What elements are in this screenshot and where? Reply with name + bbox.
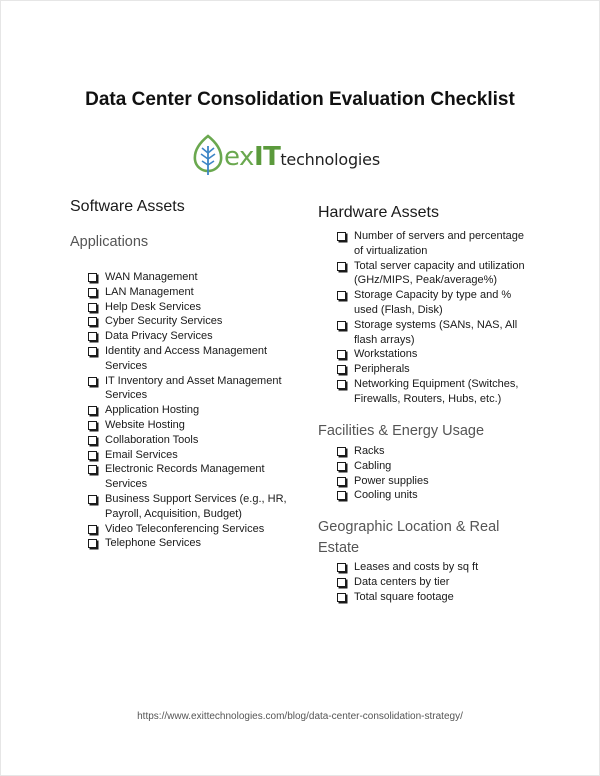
checklist-item[interactable]: IT Inventory and Asset Management Services: [87, 374, 287, 404]
checkbox-icon[interactable]: [337, 291, 346, 300]
checklist-item[interactable]: Data Privacy Services: [87, 329, 287, 344]
checklist-item[interactable]: Cooling units: [336, 488, 526, 503]
checkbox-icon[interactable]: [337, 350, 346, 359]
checkbox-icon[interactable]: [88, 332, 97, 341]
page-title: Data Center Consolidation Evaluation Checklist: [85, 89, 515, 110]
checklist-item[interactable]: LAN Management: [87, 285, 287, 300]
checklist-item[interactable]: Collaboration Tools: [87, 433, 287, 448]
checkbox-icon[interactable]: [88, 303, 97, 312]
checkbox-icon[interactable]: [88, 273, 97, 282]
checkbox-icon[interactable]: [88, 317, 97, 326]
hardware-checklist: [336, 229, 526, 407]
checklist-item[interactable]: Peripherals: [336, 362, 526, 377]
checkbox-icon[interactable]: [337, 578, 346, 587]
checkbox-icon[interactable]: [337, 262, 346, 271]
applications-checklist: [87, 270, 287, 551]
checkbox-icon[interactable]: [88, 465, 97, 474]
checkbox-icon[interactable]: [88, 495, 97, 504]
checklist-item[interactable]: Electronic Records Management Services: [87, 462, 287, 492]
checklist-item[interactable]: Workstations: [336, 347, 526, 362]
checklist-item[interactable]: Total server capacity and utilization (GHz/MIPS, Peak/average%): [336, 259, 526, 289]
checkbox-icon[interactable]: [88, 406, 97, 415]
checklist-item[interactable]: Cyber Security Services: [87, 314, 287, 329]
checkbox-icon[interactable]: [337, 491, 346, 500]
checkbox-icon[interactable]: [337, 232, 346, 241]
checkbox-icon[interactable]: [337, 365, 346, 374]
checkbox-icon[interactable]: [337, 477, 346, 486]
checklist-item[interactable]: Telephone Services: [87, 536, 287, 551]
company-logo: [193, 134, 383, 176]
checkbox-icon[interactable]: [337, 380, 346, 389]
geographic-checklist: [336, 560, 526, 604]
checklist-item[interactable]: Leases and costs by sq ft: [336, 560, 526, 575]
checklist-item[interactable]: Website Hosting: [87, 418, 287, 433]
geographic-heading: Geographic Location & Real Estate: [318, 519, 500, 556]
checklist-item[interactable]: Cabling: [336, 459, 526, 474]
checkbox-icon[interactable]: [88, 421, 97, 430]
checklist-item[interactable]: Storage Capacity by type and % used (Flash, Disk): [336, 288, 526, 318]
checklist-item[interactable]: Storage systems (SANs, NAS, All flash arrays): [336, 318, 526, 348]
checklist-item[interactable]: Total square footage: [336, 590, 526, 605]
checklist-item[interactable]: Racks: [336, 444, 526, 459]
checklist-item[interactable]: Identity and Access Management Services: [87, 344, 287, 374]
checkbox-icon[interactable]: [337, 563, 346, 572]
hardware-assets-heading: Hardware Assets: [318, 204, 439, 221]
checklist-item[interactable]: Business Support Services (e.g., HR, Payroll, Acquisition, Budget): [87, 492, 287, 522]
facilities-heading: Facilities & Energy Usage: [318, 423, 485, 439]
footer-url-link[interactable]: https://www.exittechnologies.com/blog/data-center-consolidation-strategy/: [137, 711, 463, 722]
checkbox-icon[interactable]: [337, 321, 346, 330]
checkbox-icon[interactable]: [337, 462, 346, 471]
checklist-item[interactable]: Email Services: [87, 448, 287, 463]
tree-leaf-icon: [193, 134, 223, 176]
checklist-item[interactable]: Video Teleconferencing Services: [87, 522, 287, 537]
checkbox-icon[interactable]: [88, 288, 97, 297]
checklist-item[interactable]: Power supplies: [336, 474, 526, 489]
checklist-item[interactable]: Application Hosting: [87, 403, 287, 418]
checkbox-icon[interactable]: [88, 377, 97, 386]
checklist-item[interactable]: Networking Equipment (Switches, Firewalls, Routers, Hubs, etc.): [336, 377, 526, 407]
checkbox-icon[interactable]: [88, 436, 97, 445]
software-assets-heading: Software Assets: [70, 198, 185, 215]
logo-wordmark: exITtechnologies: [224, 142, 380, 172]
checkbox-icon[interactable]: [337, 593, 346, 602]
checklist-item[interactable]: Number of servers and percentage of virtualization: [336, 229, 526, 259]
checkbox-icon[interactable]: [337, 447, 346, 456]
checklist-item[interactable]: Help Desk Services: [87, 300, 287, 315]
applications-heading: Applications: [70, 234, 149, 250]
facilities-checklist: [336, 444, 526, 503]
checklist-item[interactable]: Data centers by tier: [336, 575, 526, 590]
checkbox-icon[interactable]: [88, 347, 97, 356]
checkbox-icon[interactable]: [88, 451, 97, 460]
checkbox-icon[interactable]: [88, 525, 97, 534]
checkbox-icon[interactable]: [88, 539, 97, 548]
checklist-item[interactable]: WAN Management: [87, 270, 287, 285]
